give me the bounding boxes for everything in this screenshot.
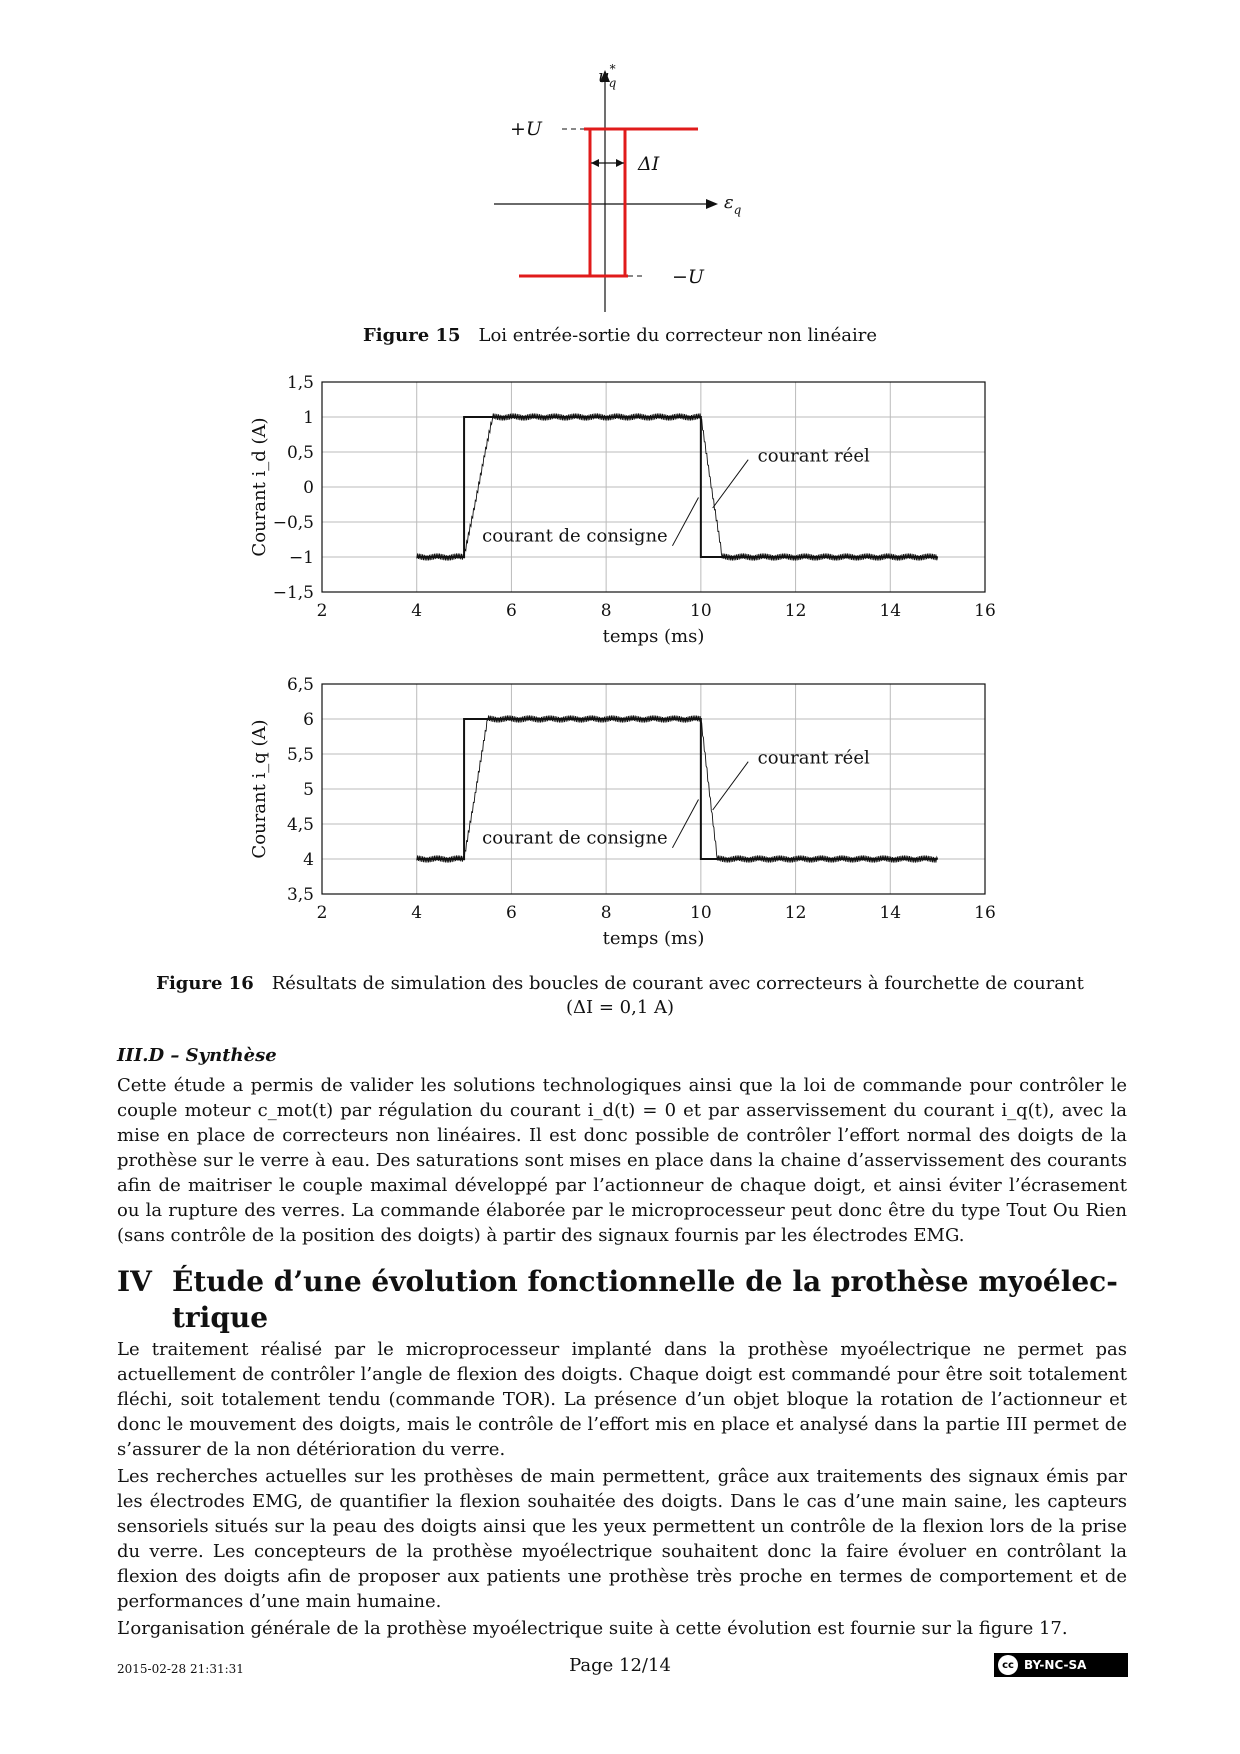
y-tick-label: −0,5 [272, 513, 314, 533]
x-axis-label: temps (ms) [602, 626, 705, 647]
annotation-leader-reel [713, 460, 749, 508]
y-axis-label: Courant i_d (A) [249, 417, 270, 557]
y-tick-label: 0,5 [286, 443, 314, 463]
x-tick-label: 4 [411, 903, 423, 923]
x-tick-label: 4 [411, 601, 423, 621]
subsection-title: III.D – Synthèse [117, 1045, 277, 1066]
paragraph-synthese: Cette étude a permis de valider les solutions technologiques ainsi que la loi de commande pour contrôler le couple moteur c_mot(t) par régulation du courant i_d(t) = 0 et par asservissement du courant i_q(t), avec la mise en place de correcteurs non linéaires. Il est donc possible de contrôler l’effort normal des doigts de la prothèse sur le verre à eau. Des saturations sont mises en place dans la chaine d’asservissement des courants afin de maitriser le couple maximal développé par l’actionneur de chaque doigt, et ainsi éviter l’écrasement ou la rupture des verres. La commande élaborée par le microprocesseur peut donc être du type Tout Ou Rien (sans contrôle de la position des doigts) à partir des signaux fournis par les électrodes EMG. [117, 1075, 1127, 1246]
y-tick-label: 5,5 [286, 745, 314, 765]
x-tick-label: 16 [974, 601, 996, 621]
section-heading [117, 1264, 1127, 1336]
fig15-minus-u: −U [672, 266, 704, 288]
x-tick-label: 10 [690, 903, 712, 923]
figure-16-caption [0, 972, 1240, 1020]
figure-15-caption [0, 324, 1240, 348]
annotation-courant-reel: courant réel [757, 747, 870, 769]
fig15-ylabel: u* q [598, 62, 617, 90]
x-tick-label: 14 [879, 601, 902, 621]
figure-15-diagram [0, 0, 1240, 330]
y-tick-label: 5 [303, 780, 314, 800]
x-tick-label: 14 [879, 903, 902, 923]
y-tick-label: 4 [303, 850, 314, 870]
x-tick-label: 12 [784, 601, 807, 621]
x-tick-label: 2 [316, 903, 328, 923]
cc-icon: cc [998, 1655, 1018, 1675]
x-tick-label: 8 [600, 903, 612, 923]
section-number: IV [117, 1265, 152, 1298]
y-axis-label: Courant i_q (A) [249, 719, 270, 859]
y-tick-label: 4,5 [286, 815, 314, 835]
annotation-courant-consigne: courant de consigne [482, 827, 668, 849]
y-tick-label: 6 [303, 710, 314, 730]
y-tick-label: 0 [303, 478, 314, 498]
y-tick-label: 1 [303, 408, 314, 428]
y-tick-label: 1,5 [286, 373, 314, 393]
x-tick-label: 6 [506, 903, 517, 923]
fig15-delta-i: ΔI [638, 153, 660, 175]
footer-page: Page 12/14 [569, 1655, 671, 1676]
caption-label: Figure 15 [362, 325, 461, 346]
caption-text: Résultats de simulation des boucles de courant avec correcteurs à fourchette de courant [271, 973, 1084, 994]
caption-text: Loi entrée-sortie du correcteur non linéaire [478, 325, 878, 346]
license-text: BY-NC-SA [1024, 1658, 1087, 1672]
plot-iq [0, 672, 1240, 962]
x-tick-label: 8 [600, 601, 612, 621]
y-tick-label: −1,5 [272, 583, 314, 603]
y-tick-label: 6,5 [286, 675, 314, 695]
x-axis-label: temps (ms) [602, 928, 705, 949]
x-tick-label: 10 [690, 601, 712, 621]
x-tick-label: 16 [974, 903, 996, 923]
license-badge [994, 1653, 1128, 1677]
section-title-cont: trique [172, 1301, 269, 1334]
fig15-plus-u: +U [510, 118, 542, 140]
annotation-courant-consigne: courant de consigne [482, 525, 668, 547]
paragraph-3: L’organisation générale de la prothèse myoélectrique suite à cette évolution est fournie sur la figure 17. [117, 1618, 1068, 1639]
paragraph-2: Les recherches actuelles sur les prothèses de main permettent, grâce aux traitements des signaux émis par les électrodes EMG, de quantifier la flexion souhaitée des doigts. Dans le cas d’une main saine, les capteurs sensoriels situés sur la peau des doigts ainsi que les yeux permettent un contrôle de la flexion lors de la prise du verre. Les concepteurs de la prothèse myoélectrique souhaitent donc la faire évoluer en contrôlant la flexion des doigts afin de proposer aux patients une prothèse très proche en termes de comportement et de performances d’une main humaine. [117, 1466, 1127, 1612]
y-tick-label: −1 [288, 548, 314, 568]
section-title: Étude d’une évolution fonctionnelle de la prothèse myoélec- [172, 1265, 1118, 1298]
annotation-leader-reel [713, 762, 749, 810]
annotation-courant-reel: courant réel [757, 445, 870, 467]
caption-text-2: (ΔI = 0,1 A) [565, 997, 675, 1018]
fig15-xlabel: $\varepsilon_q$ [724, 192, 742, 217]
x-tick-label: 2 [316, 601, 328, 621]
caption-label: Figure 16 [156, 973, 254, 994]
x-tick-label: 6 [506, 601, 517, 621]
x-tick-label: 12 [784, 903, 807, 923]
hysteresis-loop [519, 129, 698, 276]
footer-date: 2015-02-28 21:31:31 [117, 1662, 244, 1676]
y-tick-label: 3,5 [286, 885, 314, 905]
plot-id [0, 370, 1240, 660]
paragraph-1: Le traitement réalisé par le microprocesseur implanté dans la prothèse myoélectrique ne permet pas actuellement de contrôler l’angle de flexion des doigts. Chaque doigt est commandé pour être soit totalement fléchi, soit totalement tendu (commande TOR). La présence d’un objet bloque la rotation de l’actionneur et donc le mouvement des doigts, mais le contrôle de l’effort mis en place et analysé dans la partie III permet de s’assurer de la non détérioration du verre. [117, 1339, 1127, 1460]
